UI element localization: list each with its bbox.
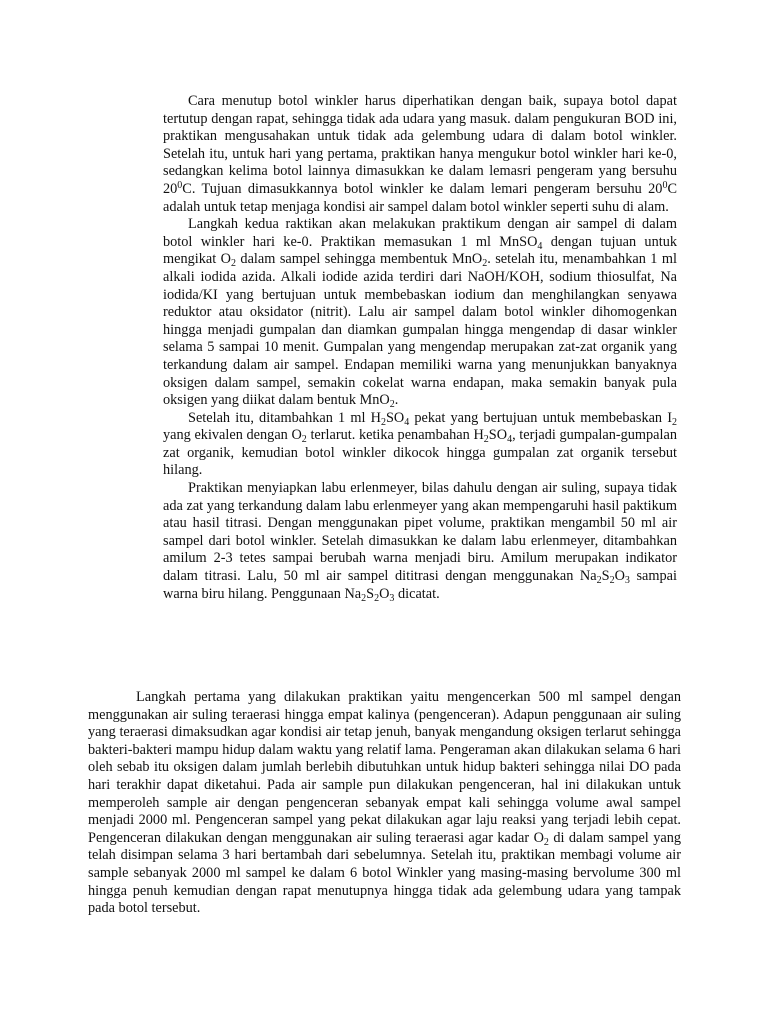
text-run: SO	[385, 409, 405, 426]
text-run: dengan tujuan untuk mengikat O	[163, 233, 677, 268]
text-run: yang ekivalen dengan O	[163, 427, 302, 444]
paragraph	[163, 410, 677, 480]
subscript: 2	[380, 416, 386, 428]
subscript: 2	[672, 416, 677, 428]
paragraph	[163, 93, 677, 216]
subscript: 2	[596, 575, 602, 587]
subscript: 2	[361, 592, 367, 604]
subscript: 3	[624, 575, 630, 587]
text-run: Setelah itu, ditambahkan 1 ml H	[188, 409, 381, 426]
superscript: 0	[662, 179, 668, 191]
text-run: Cara menutup botol winkler harus diperhatikan dengan baik, supaya botol dapat tertutup dengan rapat, sehingga tidak ada udara yang masuk. dalam pengukuran BOD ini, praktikan mengusahakan untuk tidak ada gelembung udara di dalam botol winkler. Setelah itu, untuk hari yang pertama, praktikan hanya mengukur botol winkler hari ke-0, sedangkan kelima botol lainnya dimasukkan ke dalam lemasri pengeram yang bersuhu 20	[163, 93, 677, 197]
subscript: 2	[543, 836, 549, 848]
paragraph	[163, 480, 677, 603]
subscript: 2	[301, 434, 307, 446]
subscript: 2	[230, 258, 236, 270]
text-run: dicatat.	[394, 585, 440, 602]
text-run: O	[379, 585, 390, 602]
subscript: 3	[389, 592, 395, 604]
upper-text-block	[163, 93, 677, 603]
text-run: di dalam sampel yang telah disimpan selama 3 hari bertambah dari sebelumnya. Setelah itu, praktikan membagi volume air sample sebanyak 2000 ml sampel ke dalam 6 botol Winkler yang masing-masing bervolume 300 ml hingga penuh kemudian dengan rapat menutupnya hingga tidak ada gelembung udara yang tampak pada botol tersebut.	[88, 829, 681, 917]
text-run: SO	[488, 427, 508, 444]
superscript: 0	[177, 179, 183, 191]
subscript: 4	[507, 434, 513, 446]
paragraph	[88, 689, 681, 918]
subscript: 2	[483, 434, 489, 446]
text-run: .	[394, 392, 399, 409]
subscript: 4	[537, 240, 543, 252]
text-run: terlarut. ketika penambahan H	[306, 427, 484, 444]
subscript: 2	[374, 592, 380, 604]
text-run: pekat yang bertujuan untuk membebaskan I	[409, 409, 672, 426]
text-run: C. Tujuan dimasukkannya botol winkler ke dalam lemari pengeram bersuhu 20	[182, 180, 663, 197]
subscript: 2	[609, 575, 615, 587]
text-run: S	[366, 585, 375, 602]
text-run: C adalah untuk tetap menjaga kondisi air sampel dalam botol winkler seperti suhu di alam.	[163, 180, 677, 215]
text-run: sampai warna biru hilang. Penggunaan Na	[163, 568, 677, 602]
text-run: , terjadi gumpalan-gumpalan zat organik, kemudian botol winkler dikocok hingga gumpalan zat organik tersebut hilang.	[163, 427, 677, 479]
subscript: 4	[404, 416, 410, 428]
text-run: dalam sampel sehingga membentuk MnO	[235, 251, 483, 268]
text-run: Langkah kedua raktikan akan melakukan praktikum dengan air sampel di dalam botol winkler hari ke-0. Praktikan memasukan 1 ml MnSO	[163, 216, 677, 250]
subscript: 2	[389, 399, 395, 411]
lower-text-block	[88, 689, 681, 918]
text-run: Praktikan menyiapkan labu erlenmeyer, bilas dahulu dengan air suling, supaya tidak ada zat yang terkandung dalam labu erlenmeyer yang akan mempengaruhi hasil paktikum atau hasil titrasi. Dengan menggunakan pipet volume, praktikan mengambil 50 ml air sampel dari botol winkler. Setelah dimasukkan ke dalam labu erlenmeyer, ditambahkan amilum 2-3 tetes sampai berubah warna menjadi biru. Amilum merupakan indikator dalam titrasi. Lalu, 50 ml air sampel dititrasi dengan menggunakan Na	[163, 480, 677, 585]
text-run: . setelah itu, menambahkan 1 ml alkali iodida azida. Alkali iodide azida terdiri dari NaOH/KOH, sodium thiosulfat, Na iodida/KI yang bertujuan untuk membebaskan iodium dan menghilangkan senyawa reduktor atau oksidator (nitrit). Lalu air sampel dalam botol winkler dihomogenkan hingga menjadi gumpalan dan diamkan gumpalan hingga mengendap di dasar winkler selama 5 sampai 10 menit. Gumpalan yang mengendap merupakan zat-zat organik yang terkandung dalam air sampel. Endapan memiliki warna yang menunjukkan banyaknya oksigen dalam sampel, semakin cokelat warna endapan, maka semakin banyak pula oksigen yang diikat dalam bentuk MnO	[163, 251, 677, 409]
text-run: Langkah pertama yang dilakukan praktikan yaitu mengencerkan 500 ml sampel dengan menggunakan air suling teraerasi hingga empat kalinya (pengenceran). Adapun penggunaan air suling yang teraerasi dimaksudkan agar kondisi air tetap jenuh, banyak mengandung oksigen terlarut sehingga bakteri-bakteri mampu hidup dalam waktu yang relatif lama. Pengeraman akan dilakukan selama 6 hari oleh sebab itu oksigen dalam jumlah berlebih dibutuhkan untuk hidup bakteri sehingga nilai DO pada hari terakhir dapat diketahui. Pada air sample pun dilakukan pengenceran, hal ini dilakukan untuk memperoleh sample air dengan pengenceran sebanyak empat kali sehingga volume awal sampel menjadi 2000 ml. Pengenceran sampel yang pekat dilakukan agar laju reaksi yang terjadi lebih cepat. Pengenceran dilakukan dengan menggunakan air suling teraerasi agar kadar O	[88, 689, 681, 846]
paragraph	[163, 216, 677, 410]
text-run: O	[614, 568, 625, 585]
subscript: 2	[482, 258, 488, 270]
text-run: S	[601, 568, 610, 585]
